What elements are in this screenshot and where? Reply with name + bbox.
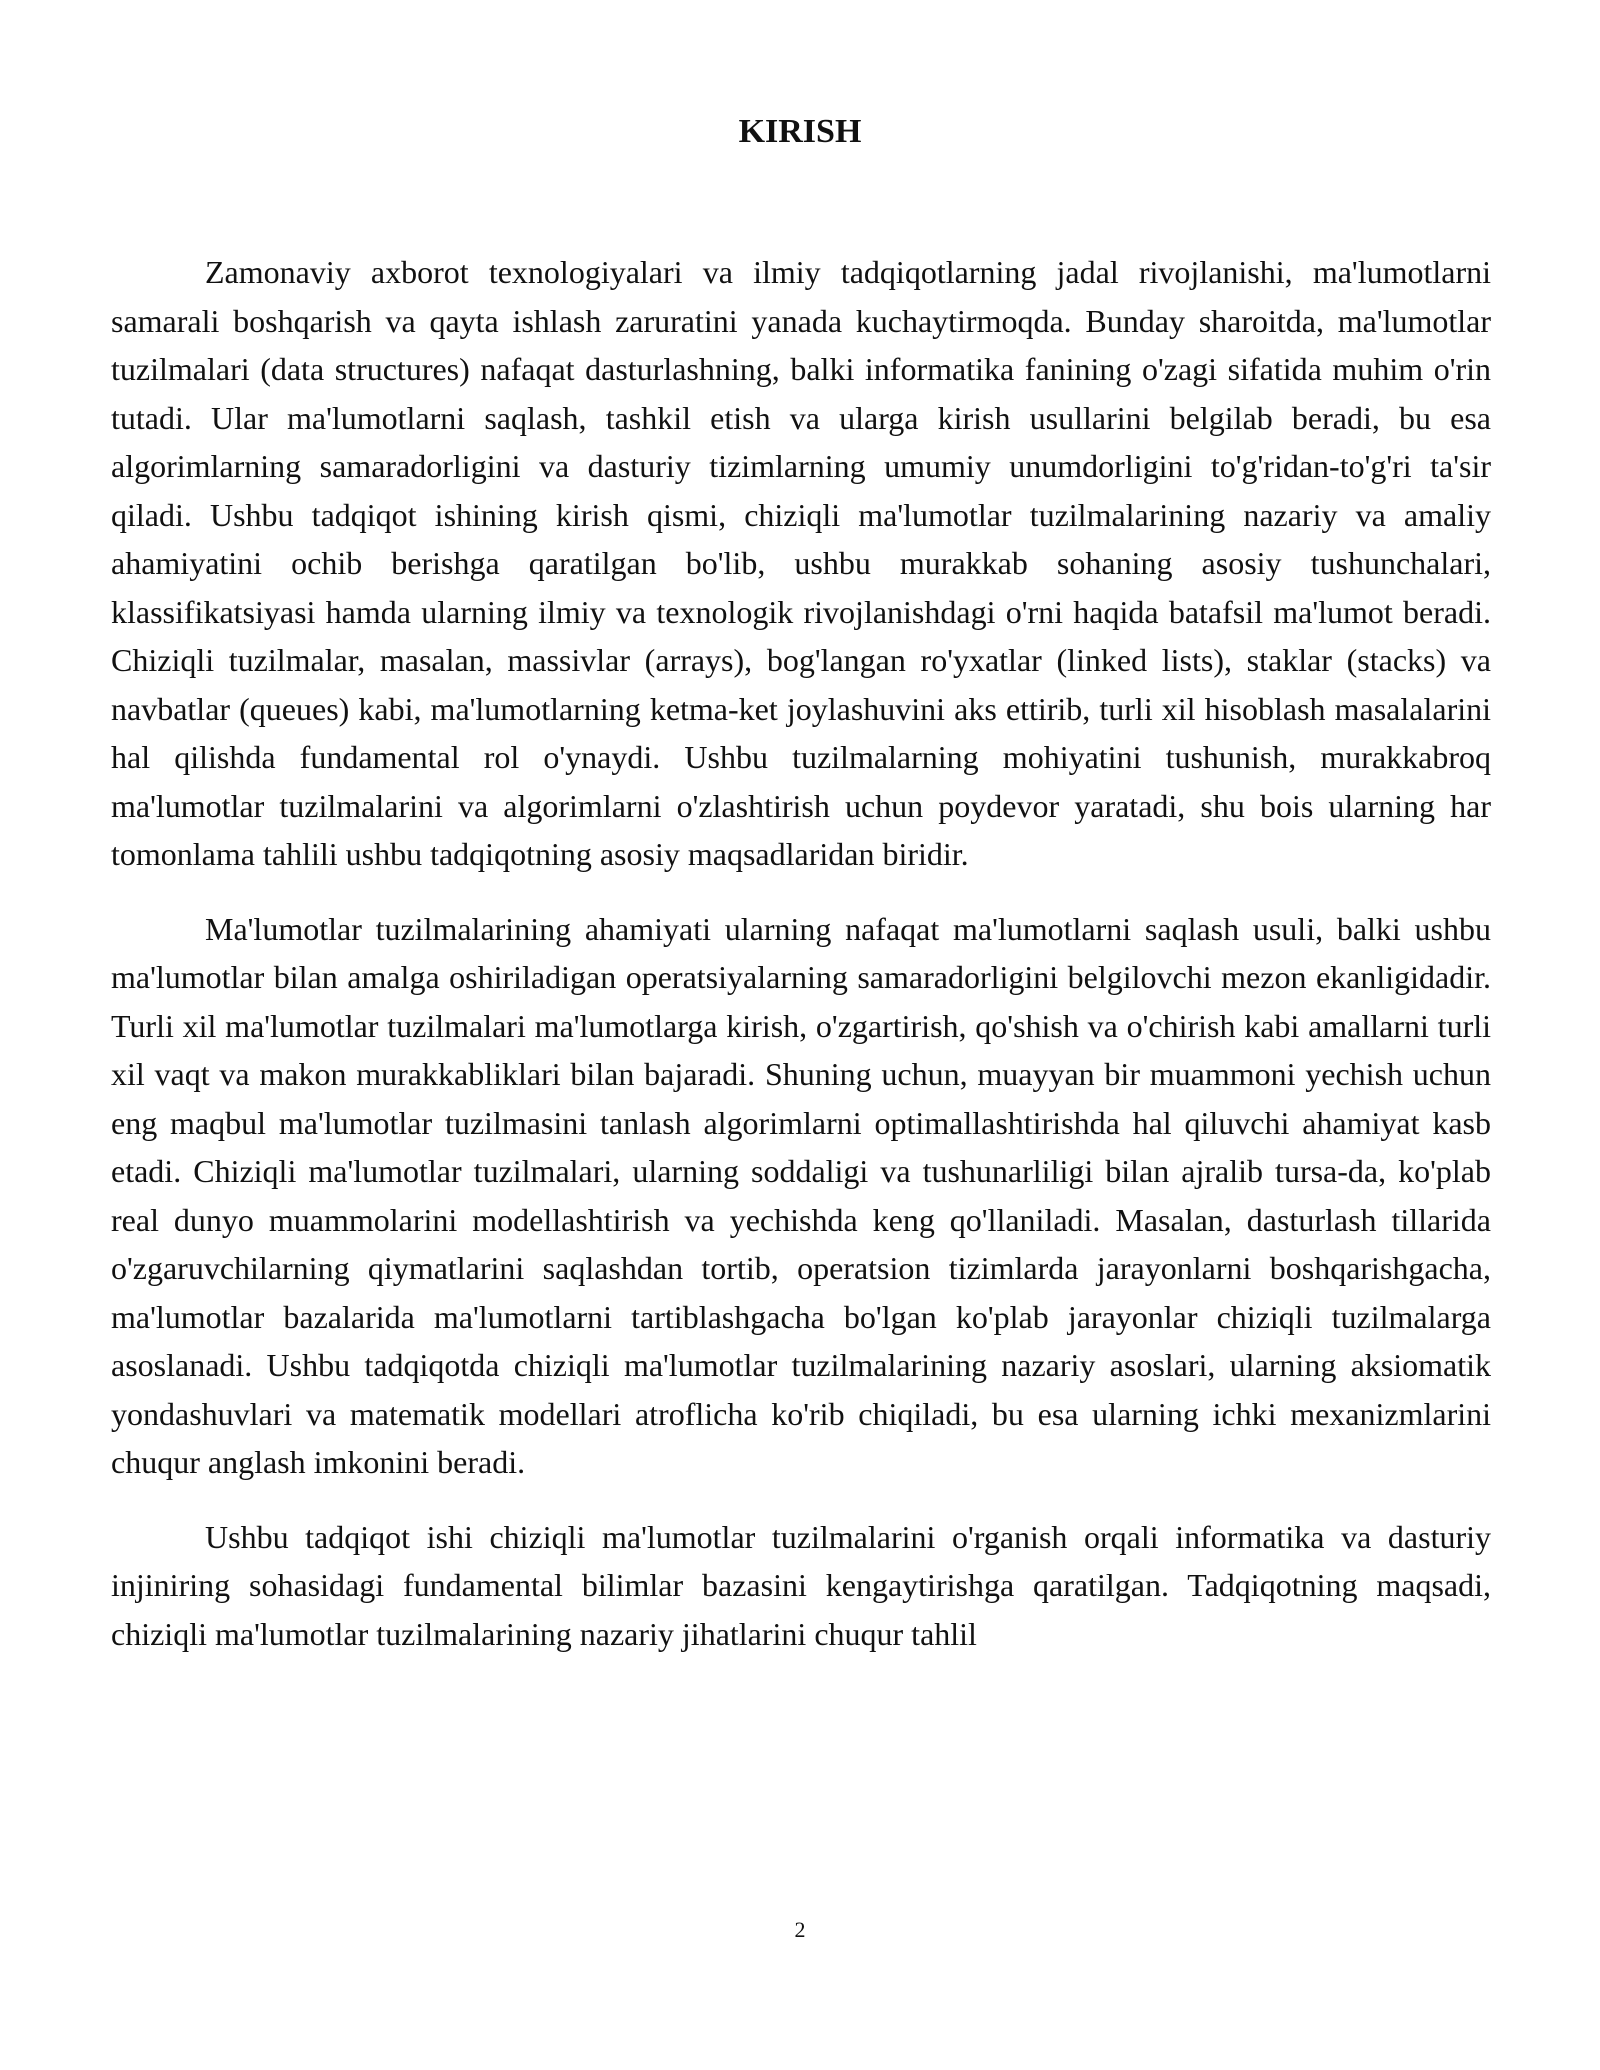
paragraph-2: Ma'lumotlar tuzilmalarining ahamiyati ularning nafaqat ma'lumotlarni saqlash usuli, balki ushbu ma'lumotlar bilan amalga oshiriladigan operatsiyalarning samaradorligini belgilovchi mezon ekanligidadir. Turli xil ma'lumotlar tuzilmalari ma'lumotlarga kirish, o'zgartirish, qo'shish va o'chirish kabi amallarni turli xil vaqt va makon murakkabliklari bilan bajaradi. Shuning uchun, muayyan bir muammoni yechish uchun eng maqbul ma'lumotlar tuzilmasini tanlash algorimlarni optimallashtirishda hal qiluvchi ahamiyat kasb etadi. Chiziqli ma'lumotlar tuzilmalari, ularning soddaligi va tushunarliligi bilan ajralib tursa-da, ko'plab real dunyo muammolarini modellashtirish va yechishda keng qo'llaniladi. Masalan, dasturlash tillarida o'zgaruvchilarning qiymatlarini saqlashdan tortib, operatsion tizimlarda jarayonlarni boshqarishgacha, ma'lumotlar bazalarida ma'lumotlarni tartiblashgacha bo'lgan ko'plab jarayonlar chiziqli tuzilmalarga asoslanadi. Ushbu tadqiqotda chiziqli ma'lumotlar tuzilmalarining nazariy asoslari, ularning aksiomatik yondashuvlari va matematik modellari atroflicha ko'rib chiqiladi, bu esa ularning ichki mexanizmlarini chuqur anglash imkonini beradi. — [111, 910, 1491, 1480]
paragraph-3: Ushbu tadqiqot ishi chiziqli ma'lumotlar tuzilmalarini o'rganish orqali informatika va dasturiy injiniring sohasidagi fundamental bilimlar bazasini kengaytirishga qaratilgan. Tadqiqotning maqsadi, chiziqli ma'lumotlar tuzilmalarining nazariy jihatlarini chuqur tahlil — [111, 1518, 1491, 1652]
page-title: KIRISH — [738, 113, 862, 150]
paragraph-1: Zamonaviy axborot texnologiyalari va ilmiy tadqiqotlarning jadal rivojlanishi, ma'lumotlarni samarali boshqarish va qayta ishlash zaruratini yanada kuchaytirmoqda. Bunday sharoitda, ma'lumotlar tuzilmalari (data structures) nafaqat dasturlashning, balki informatika fanining o'zagi sifatida muhim o'rin tutadi. Ular ma'lumotlarni saqlash, tashkil etish va ularga kirish usullarini belgilab beradi, bu esa algorimlarning samaradorligini va dasturiy tizimlarning umumiy unumdorligini to'g'ridan-to'g'ri ta'sir qiladi. Ushbu tadqiqot ishining kirish qismi, chiziqli ma'lumotlar tuzilmalarining nazariy va amaliy ahamiyatini ochib berishga qaratilgan bo'lib, ushbu murakkab sohaning asosiy tushunchalari, klassifikatsiyasi hamda ularning ilmiy va texnologik rivojlanishdagi o'rni haqida batafsil ma'lumot beradi. Chiziqli tuzilmalar, masalan, massivlar (arrays), bog'langan ro'yxatlar (linked lists), staklar (stacks) va navbatlar (queues) kabi, ma'lumotlarning ketma-ket joylashuvini aks ettirib, turli xil hisoblash masalalarini hal qilishda fundamental rol o'ynaydi. Ushbu tuzilmalarning mohiyatini tushunish, murakkabroq ma'lumotlar tuzilmalarini va algorimlarni o'zlashtirish uchun poydevor yaratadi, shu bois ularning har tomonlama tahlili ushbu tadqiqotning asosiy maqsadlaridan biridir. — [111, 254, 1491, 872]
body-text — [111, 248, 1491, 1684]
page-number: 2 — [794, 1917, 806, 1942]
